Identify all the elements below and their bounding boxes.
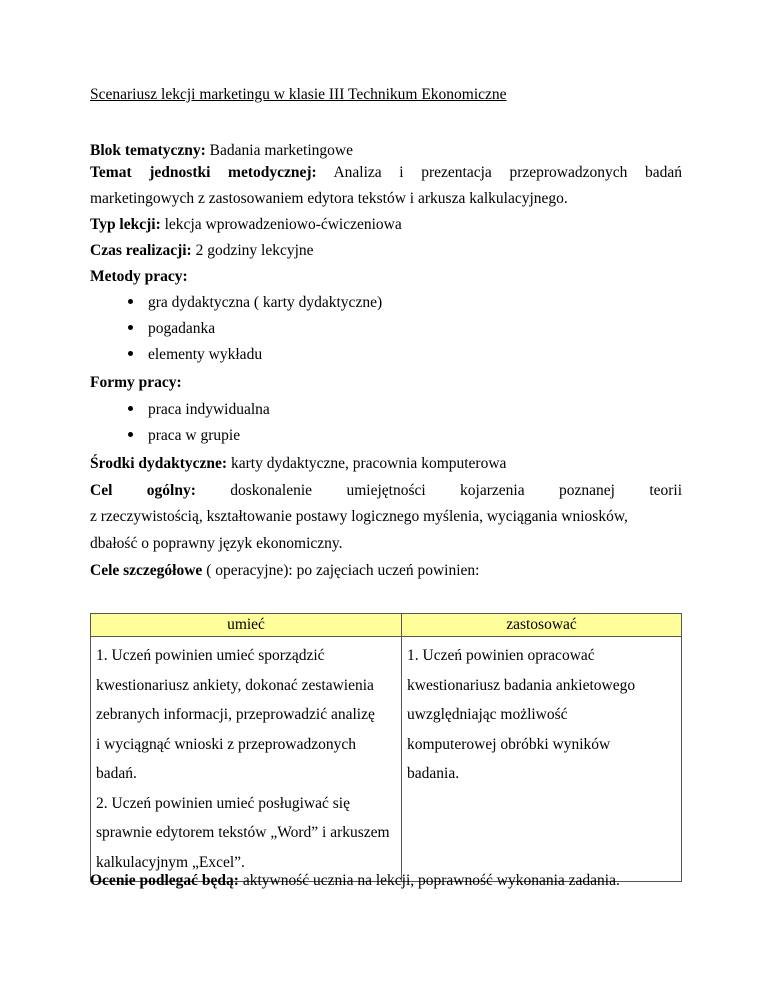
- typ-lekcji: [90, 215, 402, 235]
- srodki-label: Środki dydaktyczne:: [90, 455, 228, 472]
- list-item: gra dydaktyczna ( karty dydaktyczne): [128, 293, 382, 313]
- srodki-dydaktyczne: [90, 454, 506, 474]
- ocena-label: Ocenie podlegać będą:: [90, 872, 239, 889]
- list-item: elementy wykładu: [128, 345, 262, 365]
- bullet-icon: [128, 432, 133, 437]
- blok-value: Badania marketingowe: [205, 142, 353, 159]
- bullet-icon: [128, 406, 133, 411]
- cele-value: ( operacyjne): po zajęciach uczeń powinien:: [202, 562, 480, 579]
- czas-label: Czas realizacji:: [90, 242, 192, 259]
- czas-realizacji: [90, 241, 314, 261]
- bullet-icon: [128, 325, 133, 330]
- goals-table: [90, 613, 682, 882]
- cel-line-3: dbałość o poprawny język ekonomiczny.: [90, 535, 343, 552]
- cele-szczegolowe: [90, 561, 479, 581]
- document-title: Scenariusz lekcji marketingu w klasie III Technikum Ekonomiczne: [90, 86, 507, 103]
- blok-label: Blok tematyczny:: [90, 142, 206, 159]
- table-cell-umiec: 1. Uczeń powinien umieć sporządzić kwestionariusz ankiety, dokonać zestawienia zebranych informacji, przeprowadzić analizę i wyciągnąć wnioski z przeprowadzonych badań. 2. Uczeń powinien umieć posługiwać się sprawnie edytorem tekstów „Word” i arkuszem kalkulacyjnym „Excel”.: [91, 637, 402, 882]
- temat-line-1: [90, 163, 682, 183]
- table-cell-zastosowac: 1. Uczeń powinien opracować kwestionariusz badania ankietowego uwzględniając możliwość komputerowej obróbki wyników badania.: [402, 637, 682, 882]
- typ-value: lekcja wprowadzeniowo-ćwiczeniowa: [160, 216, 402, 233]
- metody-label: Metody pracy:: [90, 268, 188, 285]
- formy-label: Formy pracy:: [90, 374, 182, 391]
- table-header-row: [91, 614, 682, 637]
- ocena: [90, 871, 620, 891]
- list-item: praca indywidualna: [128, 400, 270, 420]
- cel-line-1: Cel ogólny: doskonalenie umiejętności kojarzenia poznanej teorii: [90, 482, 683, 499]
- temat-line-2: marketingowych z zastosowaniem edytora tekstów i arkusza kalkulacyjnego.: [90, 190, 568, 207]
- ocena-value: aktywność ucznia na lekcji, poprawność wykonania zadania.: [238, 872, 620, 889]
- bullet-icon: [128, 299, 133, 304]
- list-item: praca w grupie: [128, 426, 240, 446]
- blok-tematyczny: [90, 141, 353, 161]
- table-row: [91, 637, 682, 882]
- bullet-icon: [128, 351, 133, 356]
- column-header-umiec: umieć: [91, 614, 402, 637]
- temat-value-1: Analiza i prezentacja przeprowadzonych badań: [316, 164, 682, 181]
- cel-line-2: z rzeczywistością, kształtowanie postawy logicznego myślenia, wyciągania wniosków,: [90, 508, 628, 525]
- typ-label: Typ lekcji:: [90, 216, 161, 233]
- temat-label: Temat jednostki metodycznej:: [90, 164, 317, 181]
- cele-label: Cele szczegółowe: [90, 562, 203, 579]
- srodki-value: karty dydaktyczne, pracownia komputerowa: [227, 455, 507, 472]
- czas-value: 2 godziny lekcyjne: [191, 242, 314, 259]
- column-header-zastosowac: zastosować: [402, 614, 682, 637]
- list-item: pogadanka: [128, 319, 215, 339]
